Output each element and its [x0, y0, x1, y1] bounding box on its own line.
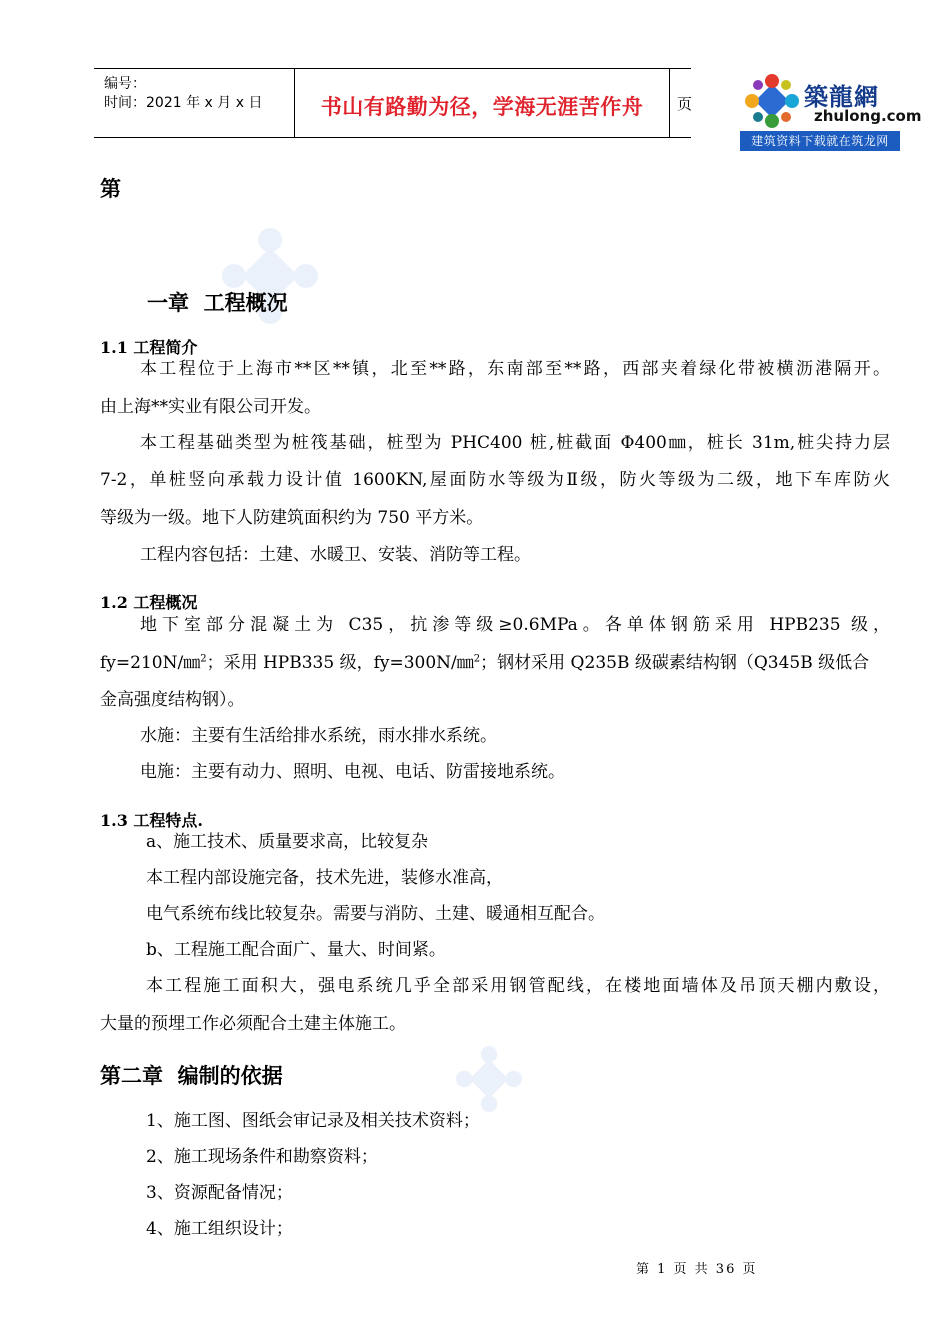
paragraph-line: 电气系统布线比较复杂。需要与消防、土建、暖通相互配合。 — [146, 904, 605, 924]
list-item: 3、资源配备情况； — [146, 1183, 293, 1203]
text-segment: ；采用 HPB335 级，fy=300N/㎜ — [206, 653, 474, 673]
paragraph-line: 等级为一级。地下人防建筑面积约为 750 平方米。 — [100, 508, 484, 528]
list-item: b、工程施工配合面广、量大、时间紧。 — [146, 940, 446, 960]
logo-name: 築龍網 — [804, 82, 879, 111]
header-motto-cell — [294, 69, 670, 137]
superscript: 2 — [473, 653, 481, 665]
paragraph-line: 大量的预埋工作必须配合土建主体施工。 — [100, 1014, 406, 1034]
logo-tagline: 建筑资料下载就在筑龙网 — [740, 131, 900, 151]
logo-top-area — [740, 73, 922, 130]
list-item: 4、施工组织设计； — [146, 1219, 293, 1239]
superscript: 2 — [200, 653, 207, 665]
list-item: 1、施工图、图纸会审记录及相关技术资料； — [146, 1111, 480, 1131]
list-item: a、施工技术、质量要求高，比较复杂 — [146, 832, 429, 852]
paragraph-line: 本工程位于上海市**区**镇，北至**路，东南部至**路，西部夹着绿化带被横沥港隔开。 — [140, 359, 890, 379]
logo-mark-icon — [742, 73, 802, 129]
chapter2-title: 第二章 编制的依据 — [100, 1064, 283, 1088]
paragraph-line: 金高强度结构钢）。 — [100, 690, 245, 710]
page-footer: 第 1 页 共 36 页 — [636, 1262, 758, 1277]
paragraph-line: 本工程内部设施完备，技术先进，装修水准高， — [146, 868, 503, 888]
text-segment: ；钢材采用 Q235B 级碳素结构钢（Q345B 级低合 — [480, 653, 870, 673]
paragraph-line: 工程内容包括：土建、水暖卫、安装、消防等工程。 — [140, 545, 531, 565]
section-1-2-heading: 1.2 工程概况 — [100, 593, 198, 612]
page-header-table — [94, 68, 691, 138]
paragraph-line: 7-2，单桩竖向承载力设计值 1600KN,屋面防水等级为Ⅱ级，防火等级为二级，地下车库防火 — [100, 470, 890, 490]
document-number-label: 编号： — [104, 76, 146, 92]
paragraph-line-with-units — [100, 645, 869, 682]
motto-text: 书山有路勤为径，学海无涯苦作舟 — [320, 95, 644, 119]
section-1-3-heading: 1.3 工程特点. — [100, 811, 203, 830]
logo-url: zhulong.com — [814, 107, 922, 125]
page-label: 页 — [677, 95, 693, 113]
paragraph-line: 水施：主要有生活给排水系统，雨水排水系统。 — [140, 726, 497, 746]
chapter1-title: 一章 工程概况 — [147, 291, 288, 315]
paragraph-line: 本工程基础类型为桩筏基础，桩型为 PHC400 桩,桩截面 Φ400㎜，桩长 31m,桩尖持力层 — [140, 433, 890, 453]
header-page-cell — [669, 69, 691, 137]
section-1-1-heading: 1.1 工程简介 — [100, 338, 198, 357]
zhulong-logo — [740, 73, 922, 151]
document-time: 时间：2021 年 x 月 x 日 — [104, 95, 263, 111]
text-segment: fy=210N/㎜ — [100, 653, 201, 673]
list-item: 2、施工现场条件和勘察资料； — [146, 1147, 378, 1167]
paragraph-line: 由上海**实业有限公司开发。 — [100, 397, 321, 417]
header-meta-cell — [94, 69, 294, 137]
paragraph-line: 本工程施工面积大，强电系统几乎全部采用钢管配线，在楼地面墙体及吊顶天棚内敷设， — [146, 976, 890, 996]
paragraph-line: 地下室部分混凝土为 C35，抗渗等级≥0.6MPa。各单体钢筋采用 HPB235 级， — [140, 615, 890, 635]
chapter1-title-prefix: 第 — [100, 177, 121, 201]
paragraph-line: 电施：主要有动力、照明、电视、电话、防雷接地系统。 — [140, 762, 565, 782]
